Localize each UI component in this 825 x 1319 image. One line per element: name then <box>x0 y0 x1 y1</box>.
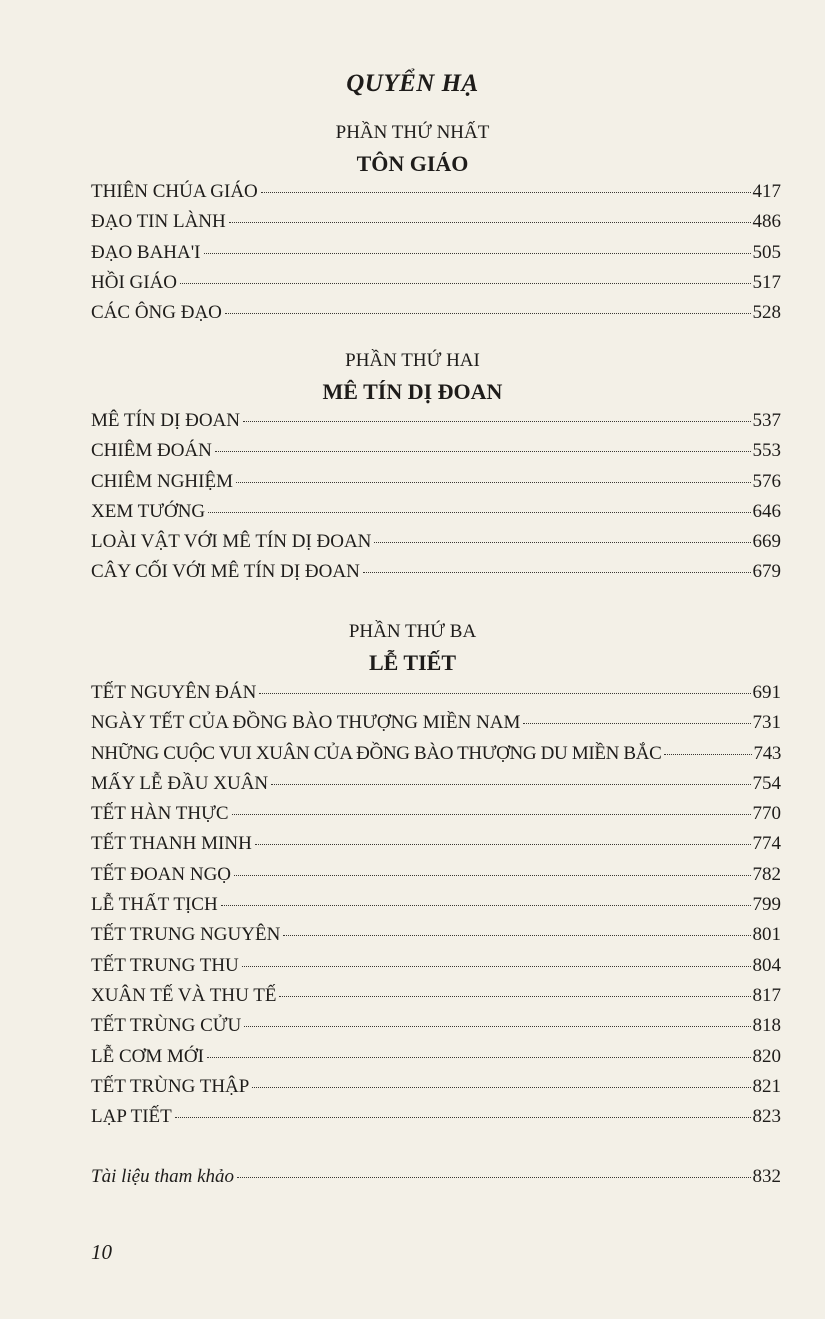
toc-entry-page: 754 <box>752 772 781 794</box>
toc-entry[interactable] <box>91 302 781 332</box>
toc-entry-title: TẾT TRUNG THU <box>91 954 239 976</box>
toc-entry-page: 537 <box>752 410 781 431</box>
toc-entry-title: TẾT TRUNG NGUYÊN <box>91 924 281 946</box>
part-heading-1 <box>0 121 825 178</box>
page-number: 10 <box>91 1240 112 1264</box>
toc-entry-title: NHỮNG CUỘC VUI XUÂN CỦA ĐỒNG BÀO THƯỢNG DU MIỀN BẮC <box>91 742 662 764</box>
leader-dots <box>229 222 751 223</box>
leader-dots <box>244 1026 750 1027</box>
toc-entry-page: 804 <box>752 954 781 976</box>
toc-entry[interactable] <box>91 1076 781 1106</box>
leader-dots <box>236 482 751 483</box>
toc-entry-title: Tài liệu tham khảo <box>91 1166 235 1187</box>
toc-entry-page: 417 <box>752 181 781 202</box>
toc-entry-page: 553 <box>752 440 781 462</box>
toc-entry[interactable] <box>91 242 781 272</box>
toc-entry[interactable] <box>91 712 781 742</box>
part-label: PHẦN THỨ NHẤT <box>335 122 490 143</box>
toc-entry[interactable] <box>91 272 781 302</box>
toc-entry-title: XUÂN TẾ VÀ THU TẾ <box>91 984 277 1006</box>
leader-dots <box>225 313 751 314</box>
toc-entry[interactable] <box>91 501 781 531</box>
leader-dots <box>259 693 750 694</box>
toc-entry[interactable] <box>91 1015 781 1045</box>
leader-dots <box>261 192 751 193</box>
toc-entry[interactable] <box>91 803 781 833</box>
toc-entry-page: 691 <box>752 682 781 703</box>
toc-entry[interactable] <box>91 181 781 211</box>
book-title: QUYỂN HẠ <box>346 70 479 97</box>
toc-entry[interactable] <box>91 682 781 712</box>
toc-entry[interactable] <box>91 471 781 501</box>
toc-entry[interactable] <box>91 773 781 803</box>
leader-dots <box>208 512 750 513</box>
toc-entry-title: CHIÊM NGHIỆM <box>91 470 233 492</box>
toc-entry-title: XEM TƯỚNG <box>91 500 206 522</box>
part-title: MÊ TÍN DỊ ĐOAN <box>322 379 503 404</box>
toc-entry-page: 576 <box>752 470 781 492</box>
toc-entry-title: CÂY CỐI VỚI MÊ TÍN DỊ ĐOAN <box>91 561 360 583</box>
part-label: PHẦN THỨ HAI <box>345 350 480 371</box>
toc-entry-title: LẠP TIẾT <box>91 1106 172 1128</box>
toc-entry-page: 528 <box>752 302 781 324</box>
toc-list-part-3 <box>91 682 781 1136</box>
leader-dots <box>180 283 750 284</box>
leader-dots <box>237 1177 750 1178</box>
toc-list-part-2 <box>91 410 781 592</box>
toc-entry[interactable] <box>91 833 781 863</box>
toc-entry-title: TẾT ĐOAN NGỌ <box>91 863 232 885</box>
part-label: PHẦN THỨ BA <box>348 621 477 642</box>
toc-entry-page: 821 <box>752 1075 781 1097</box>
toc-entry[interactable] <box>91 1106 781 1136</box>
part-heading-3 <box>0 620 825 677</box>
toc-entry-page: 505 <box>752 241 781 263</box>
toc-entry[interactable] <box>91 864 781 894</box>
toc-entry-page: 770 <box>752 803 781 825</box>
toc-list-part-1 <box>91 181 781 332</box>
leader-dots <box>523 723 750 724</box>
toc-entry-title: NGÀY TẾT CỦA ĐỒNG BÀO THƯỢNG MIỀN NAM <box>91 712 521 734</box>
toc-entry[interactable] <box>91 985 781 1015</box>
toc-entry-page: 774 <box>752 833 781 855</box>
toc-entry-title: LỄ CƠM MỚI <box>91 1045 204 1067</box>
toc-entry-page: 743 <box>753 742 781 764</box>
toc-entry-page: 731 <box>752 712 781 734</box>
toc-entry-title: ĐẠO BAHA'I <box>91 241 201 263</box>
toc-entry-page: 823 <box>752 1106 781 1128</box>
toc-entry[interactable] <box>91 924 781 954</box>
toc-entry[interactable] <box>91 894 781 924</box>
leader-dots <box>204 253 751 254</box>
leader-dots <box>252 1087 750 1088</box>
leader-dots <box>363 572 751 573</box>
toc-entry-page: 669 <box>752 531 781 553</box>
leader-dots <box>207 1057 751 1058</box>
leader-dots <box>279 996 750 997</box>
leader-dots <box>255 844 751 845</box>
toc-entry-title: MẤY LỄ ĐẦU XUÂN <box>91 772 269 794</box>
toc-entry-title: LỄ THẤT TỊCH <box>91 894 218 916</box>
toc-entry-title: CHIÊM ĐOÁN <box>91 440 212 462</box>
toc-entry-page: 517 <box>752 271 781 293</box>
leader-dots <box>242 966 751 967</box>
toc-entry-page: 646 <box>752 500 781 522</box>
part-heading-2 <box>0 349 825 406</box>
toc-entry[interactable] <box>91 410 781 440</box>
leader-dots <box>271 784 750 785</box>
leader-dots <box>234 875 750 876</box>
toc-entry-references[interactable] <box>91 1166 781 1196</box>
leader-dots <box>664 754 751 755</box>
toc-entry-title: HỒI GIÁO <box>91 271 178 293</box>
toc-entry[interactable] <box>91 211 781 241</box>
toc-entry-title: TẾT TRÙNG CỬU <box>91 1015 242 1037</box>
toc-entry[interactable] <box>91 1046 781 1076</box>
toc-entry-title: CÁC ÔNG ĐẠO <box>91 302 222 324</box>
toc-entry[interactable] <box>91 743 781 773</box>
part-title: LỄ TIẾT <box>368 650 457 675</box>
toc-entry-page: 817 <box>752 984 781 1006</box>
toc-entry-title: TẾT TRÙNG THẬP <box>91 1075 250 1097</box>
toc-entry-title: THIÊN CHÚA GIÁO <box>91 181 258 202</box>
toc-entry[interactable] <box>91 531 781 561</box>
toc-entry-title: TẾT NGUYÊN ĐÁN <box>91 682 257 703</box>
leader-dots <box>374 542 750 543</box>
toc-references <box>91 1166 781 1196</box>
toc-entry-page: 799 <box>752 894 781 916</box>
toc-entry-page: 818 <box>752 1015 781 1037</box>
leader-dots <box>215 451 751 452</box>
leader-dots <box>232 814 751 815</box>
toc-entry-page: 782 <box>752 863 781 885</box>
toc-entry-page: 486 <box>752 211 781 233</box>
toc-entry[interactable] <box>91 955 781 985</box>
toc-entry-page: 679 <box>752 561 781 583</box>
leader-dots <box>175 1117 751 1118</box>
toc-entry-title: LOÀI VẬT VỚI MÊ TÍN DỊ ĐOAN <box>91 531 372 553</box>
toc-entry-title: TẾT THANH MINH <box>91 833 252 855</box>
part-title: TÔN GIÁO <box>356 151 469 176</box>
toc-entry-page: 832 <box>752 1166 781 1187</box>
toc-entry-title: MÊ TÍN DỊ ĐOAN <box>91 410 240 431</box>
toc-entry-title: TẾT HÀN THỰC <box>91 803 229 825</box>
toc-entry[interactable] <box>91 561 781 591</box>
leader-dots <box>243 421 751 422</box>
toc-entry-page: 820 <box>752 1045 781 1067</box>
leader-dots <box>221 905 751 906</box>
leader-dots <box>283 935 750 936</box>
toc-entry-title: ĐẠO TIN LÀNH <box>91 211 226 233</box>
toc-entry[interactable] <box>91 440 781 470</box>
toc-entry-page: 801 <box>752 924 781 946</box>
